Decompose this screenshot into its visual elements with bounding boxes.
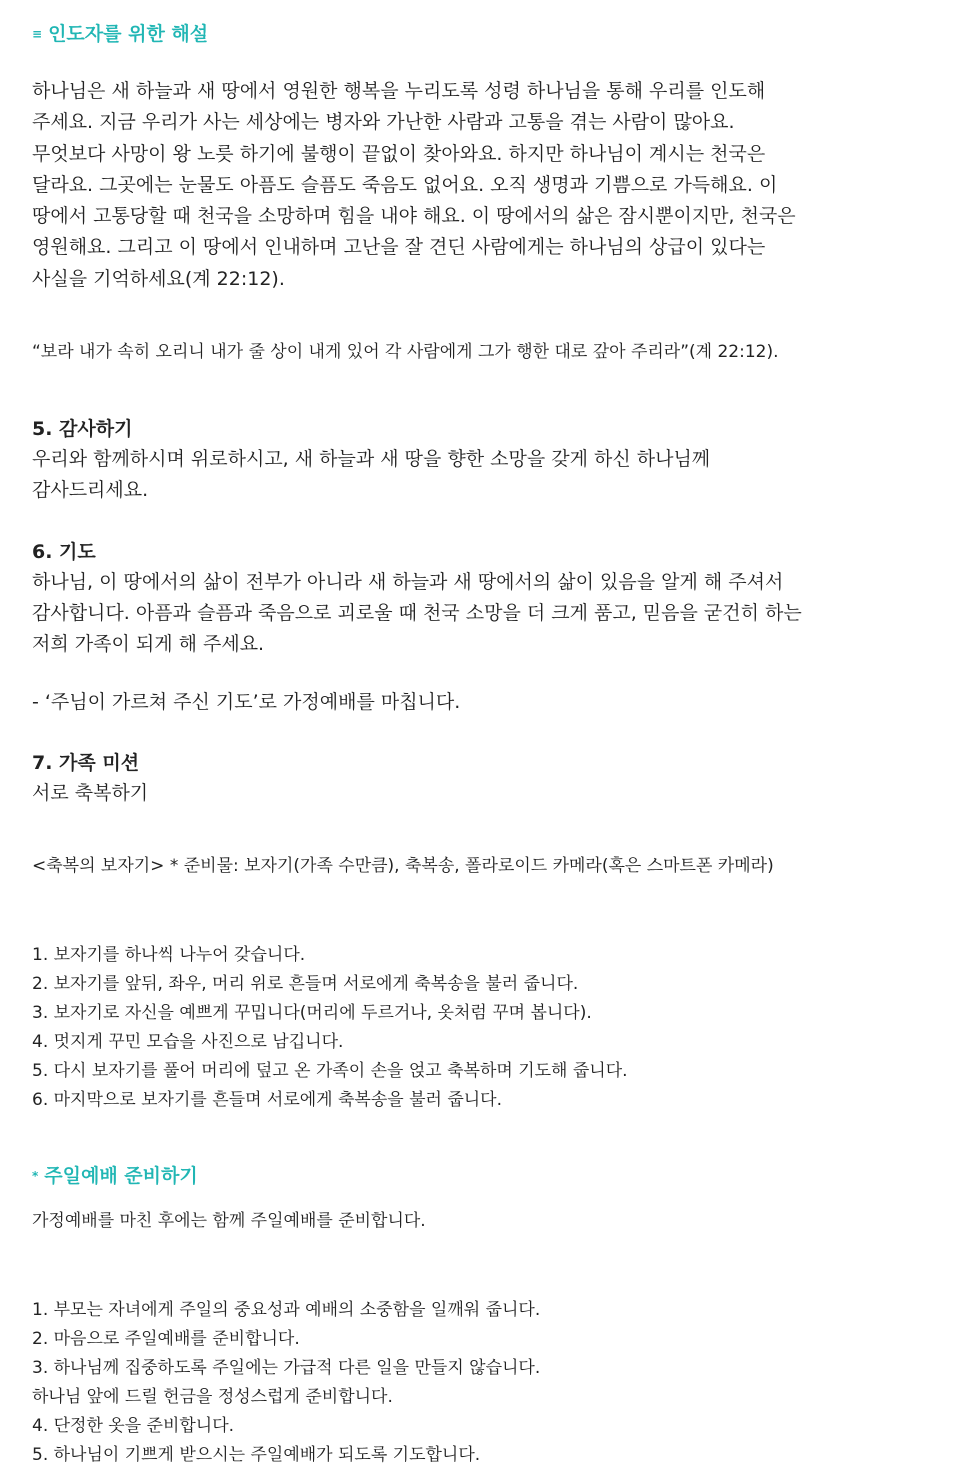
guide-paragraph [32, 76, 936, 295]
thanks-line: 감사드리세요. [32, 479, 149, 502]
prayer-closing [32, 687, 936, 718]
mission-materials-text: <축복의 보자기> * 준비물: 보자기(가족 수만큼), 축복송, 폴라로이드 카메라(혹은 스마트폰 카메라) [32, 856, 774, 877]
prayer-paragraph [32, 567, 936, 661]
guide-title: 인도자를 위한 해설 [48, 23, 209, 45]
list-item: 5. 다시 보자기를 풀어 머리에 덮고 온 가족이 손을 얹고 축복하며 기도해 줍니다. [32, 1061, 628, 1082]
guide-line: 하나님은 새 하늘과 새 땅에서 영원한 행복을 누리도록 성령 하나님을 통해 우리를 인도해 [32, 80, 766, 102]
list-item: 1. 보자기를 하나씩 나누어 갖습니다. [32, 945, 306, 966]
prayer-closing-text: - ‘주님이 가르쳐 주신 기도’로 가정예배를 마칩니다. [32, 690, 461, 713]
guide-line: 주세요. 지금 우리가 사는 세상에는 병자와 가난한 사람과 고통을 겪는 사람이 많아요. [32, 111, 735, 134]
list-item: 4. 단정한 옷을 준비합니다. [32, 1416, 235, 1437]
bible-quote-text: “보라 내가 속히 오리니 내가 줄 상이 내게 있어 각 사람에게 그가 행한 대로 갚아 주리라”(계 22:12). [32, 342, 779, 363]
thanks-paragraph [32, 444, 936, 507]
mission-heading: 7. 가족 미션 [32, 751, 140, 774]
guide-line: 달라요. 그곳에는 눈물도 아픔도 슬픔도 죽음도 없어요. 오직 생명과 기쁨으로 가득해요. 이 [32, 173, 778, 196]
list-item: 2. 보자기를 앞뒤, 좌우, 머리 위로 흔들며 서로에게 축복송을 불러 줍니다. [32, 974, 579, 995]
prayer-line: 감사합니다. 아픔과 슬픔과 죽음으로 괴로울 때 천국 소망을 더 크게 품고, 믿음을 굳건히 하는 [32, 601, 802, 624]
mission-materials [32, 852, 936, 881]
sunday-title: 주일예배 준비하기 [44, 1165, 198, 1188]
prayer-heading: 6. 기도 [32, 540, 96, 563]
list-item: 5. 하나님이 기쁘게 받으시는 주일예배가 되도록 기도합니다. [32, 1445, 481, 1466]
list-item: 하나님 앞에 드릴 헌금을 정성스럽게 준비합니다. [32, 1387, 393, 1408]
list-marker-icon: ≡ [32, 27, 43, 41]
prayer-line: 저희 가족이 되게 해 주세요. [32, 633, 265, 656]
prayer-line: 하나님, 이 땅에서의 삶이 전부가 아니라 새 하늘과 새 땅에서의 삶이 있음을 알게 해 주셔서 [32, 570, 784, 593]
list-item: 4. 멋지게 꾸민 모습을 사진으로 남깁니다. [32, 1032, 344, 1053]
guide-line: 영원해요. 그리고 이 땅에서 인내하며 고난을 잘 견딘 사람에게는 하나님의 상급이 있다는 [32, 236, 766, 259]
list-item: 1. 부모는 자녀에게 주일의 중요성과 예배의 소중함을 일깨워 줍니다. [32, 1300, 541, 1321]
thanks-line: 우리와 함께하시며 위로하시고, 새 하늘과 새 땅을 향한 소망을 갖게 하신 하나님께 [32, 448, 711, 471]
list-item: 2. 마음으로 주일예배를 준비합니다. [32, 1329, 300, 1350]
list-item: 3. 보자기로 자신을 예쁘게 꾸밉니다(머리에 두르거나, 옷처럼 꾸며 봅니다). [32, 1003, 592, 1024]
sunday-steps [32, 1296, 936, 1470]
guide-line: 사실을 기억하세요(계 22:12). [32, 267, 285, 290]
sunday-intro-text: 가정예배를 마친 후에는 함께 주일예배를 준비합니다. [32, 1211, 426, 1232]
mission-subtitle-text: 서로 축복하기 [32, 781, 149, 804]
sunday-intro [32, 1207, 936, 1236]
list-item: 6. 마지막으로 보자기를 흔들며 서로에게 축복송을 불러 줍니다. [32, 1090, 502, 1111]
guide-heading [32, 20, 936, 48]
mission-steps [32, 941, 936, 1115]
guide-line: 무엇보다 사망이 왕 노릇 하기에 불행이 끝없이 찾아와요. 하지만 하나님이 계시는 천국은 [32, 142, 766, 165]
sunday-heading [32, 1162, 936, 1190]
mission-subtitle [32, 778, 936, 809]
asterisk-icon: * [32, 1169, 39, 1184]
list-item: 3. 하나님께 집중하도록 주일에는 가급적 다른 일을 만들지 않습니다. [32, 1358, 541, 1379]
guide-line: 땅에서 고통당할 때 천국을 소망하며 힘을 내야 해요. 이 땅에서의 삶은 잠시뿐이지만, 천국은 [32, 205, 796, 228]
thanks-heading: 5. 감사하기 [32, 418, 133, 441]
bible-quote [32, 338, 936, 367]
